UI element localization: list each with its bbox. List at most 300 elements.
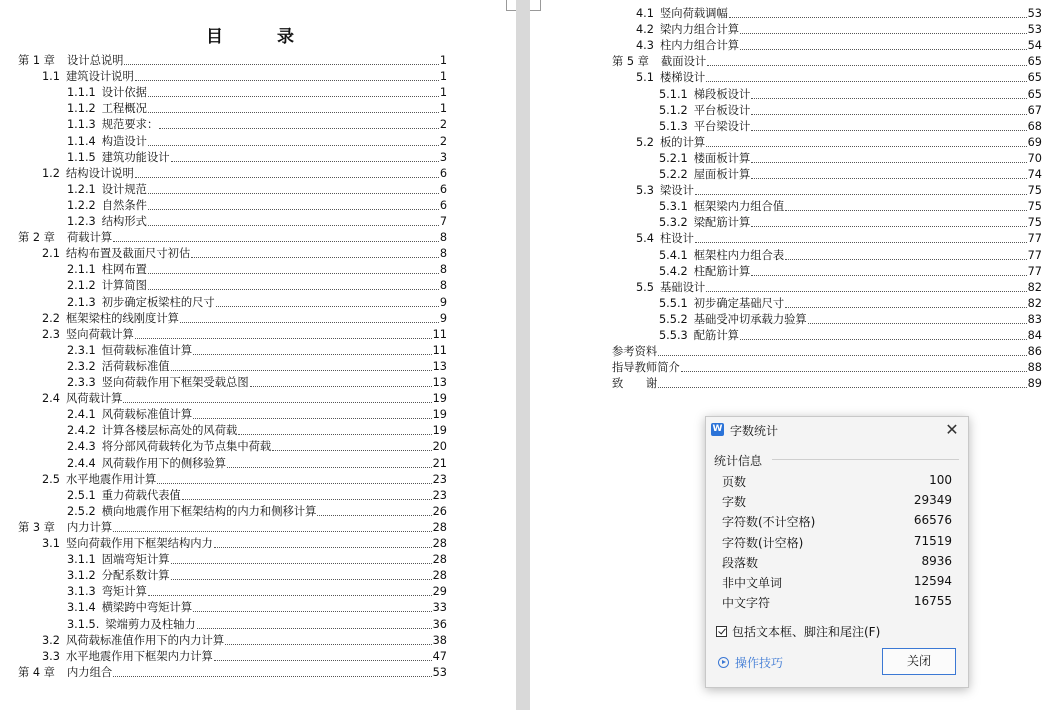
- toc-entry-page: 3: [439, 150, 447, 164]
- toc-entry-page: 28: [432, 553, 447, 567]
- toc-entry-page: 11: [432, 343, 447, 357]
- stat-label: 字符数(计空格): [722, 535, 804, 550]
- toc-entry-page: 6: [439, 198, 447, 212]
- toc-entry-text: 恒荷载标准值计算: [101, 343, 193, 357]
- dot-leader: [171, 150, 439, 162]
- toc-entry-number: 3.3: [42, 649, 60, 663]
- toc-entry-number: 4.2: [636, 23, 654, 37]
- toc-entry-text: 横梁跨中弯矩计算: [101, 601, 193, 615]
- toc-entry[interactable]: [67, 423, 447, 439]
- dot-leader: [148, 262, 439, 274]
- dot-leader: [729, 6, 1027, 18]
- toc-entry[interactable]: [636, 135, 1042, 151]
- toc-entry-page: 20: [432, 440, 447, 454]
- toc-entry-page: 26: [432, 504, 447, 518]
- page-gutter: [516, 0, 530, 710]
- toc-entry[interactable]: [42, 391, 447, 407]
- dot-leader: [113, 520, 431, 532]
- dot-leader: [238, 423, 431, 435]
- toc-entry[interactable]: [42, 633, 447, 649]
- toc-entry-text: 柱配筋计算: [693, 264, 751, 278]
- dot-leader: [658, 344, 1026, 356]
- toc-entry-page: 75: [1027, 184, 1042, 198]
- toc-entry[interactable]: [67, 456, 447, 472]
- toc-entry-page: 21: [432, 456, 447, 470]
- toc-entry-number: 2.4.3: [67, 440, 96, 454]
- toc-entry-text: 将分部风荷载转化为节点集中荷载: [101, 440, 272, 454]
- toc-entry-number: 3.2: [42, 633, 60, 647]
- toc-entry-number: 1.2: [42, 166, 60, 180]
- dot-leader: [157, 472, 431, 484]
- toc-entry-page: 82: [1027, 296, 1042, 310]
- toc-entry-text: 参考资料: [612, 345, 658, 359]
- toc-entry-page: 8: [439, 279, 447, 293]
- toc-entry[interactable]: [42, 649, 447, 665]
- toc-entry[interactable]: [67, 214, 447, 230]
- toc-entry[interactable]: [67, 584, 447, 600]
- toc-entry-text: 梁端剪力及柱轴力: [105, 617, 196, 631]
- dot-leader: [193, 407, 431, 419]
- toc-entry[interactable]: [67, 117, 447, 133]
- toc-entry[interactable]: [659, 119, 1042, 135]
- toc-entry-page: 13: [432, 376, 447, 389]
- toc-entry-page: 89: [1027, 377, 1042, 391]
- stat-row: [722, 473, 952, 491]
- toc-entry-text: 竖向荷载作用下框架结构内力: [65, 537, 213, 550]
- dot-leader: [135, 327, 432, 339]
- toc-entry[interactable]: [612, 360, 1042, 376]
- toc-entry[interactable]: [612, 376, 1042, 392]
- toc-entry-text: 风荷载计算: [65, 392, 123, 406]
- toc-entry-text: 计算各楼层标高处的风荷载: [101, 424, 238, 438]
- dialog-titlebar[interactable]: [706, 417, 968, 443]
- toc-entry[interactable]: [659, 215, 1042, 231]
- toc-entry[interactable]: [67, 504, 447, 520]
- toc-entry-text: 结构形式: [101, 215, 147, 228]
- stat-label: 字数: [722, 495, 747, 510]
- toc-entry-number: 5.5: [636, 280, 654, 294]
- toc-entry-text: 基础设计: [659, 280, 706, 294]
- toc-entry-page: 28: [432, 520, 447, 534]
- dot-leader: [250, 375, 432, 387]
- toc-entry-number: 1.1.3: [67, 118, 96, 132]
- toc-entry-number: 5.2.1: [659, 151, 688, 165]
- stat-value: 100: [929, 473, 952, 487]
- stat-label: 字符数(不计空格): [722, 515, 816, 530]
- toc-entry-number: 1.1.5: [67, 150, 96, 164]
- toc-entry-page: 9: [439, 295, 447, 309]
- toc-entry[interactable]: [659, 199, 1042, 215]
- toc-entry-page: 77: [1027, 232, 1042, 246]
- toc-entry-number: 2.4.1: [67, 408, 96, 422]
- toc-entry-number: 3.1: [42, 537, 60, 550]
- toc-entry[interactable]: [18, 53, 447, 69]
- toc-entry-text: 梁配筋计算: [693, 216, 751, 230]
- toc-entry-page: 36: [432, 617, 447, 631]
- toc-entry-text: 内力组合: [66, 665, 113, 679]
- dot-leader: [751, 119, 1026, 131]
- toc-entry-text: 框架梁内力组合值: [693, 200, 785, 214]
- toc-entry-page: 77: [1027, 264, 1042, 278]
- toc-entry-number: 2.4.4: [67, 456, 96, 470]
- page-corner-mark: [506, 0, 516, 11]
- toc-entry-text: 指导教师简介: [612, 361, 680, 375]
- toc-entry-text: 配筋计算: [693, 329, 739, 342]
- toc-entry-text: 屋面板计算: [693, 168, 751, 181]
- toc-entry-text: 荷载计算: [66, 231, 113, 245]
- toc-entry-number: 5.5.3: [659, 329, 688, 342]
- toc-entry-number: 3.1.2: [67, 569, 96, 583]
- toc-entry[interactable]: [612, 54, 1042, 70]
- toc-entry-text: 弯矩计算: [101, 585, 147, 599]
- toc-entry-page: 77: [1027, 248, 1042, 262]
- dot-leader: [225, 633, 431, 645]
- dot-leader: [191, 246, 439, 258]
- dot-leader: [707, 54, 1026, 66]
- dot-leader: [740, 22, 1027, 34]
- toc-entry-number: 2.5: [42, 472, 60, 486]
- dot-leader: [808, 312, 1027, 324]
- toc-entry-page: 1: [439, 102, 447, 116]
- toc-entry[interactable]: [42, 472, 447, 488]
- toc-entry-page: 23: [432, 488, 447, 502]
- toc-entry-number: 1.2.3: [67, 215, 96, 228]
- toc-entry-number: 1.1.2: [67, 102, 96, 116]
- toc-entry-number: 1.1.4: [67, 134, 96, 148]
- dot-leader: [706, 70, 1026, 82]
- toc-entry-number: 2.3.1: [67, 343, 96, 357]
- toc-entry-page: 38: [432, 633, 447, 647]
- dialog-title: 字数统计: [730, 424, 779, 438]
- toc-entry-text: 梁设计: [659, 184, 694, 198]
- toc-entry-page: 29: [432, 585, 447, 599]
- stat-row: [722, 513, 952, 531]
- toc-entry-text: 设计规范: [101, 182, 147, 196]
- toc-entry[interactable]: [42, 246, 447, 262]
- include-textbox-footnote-option[interactable]: [716, 623, 880, 640]
- stat-value: 71519: [913, 533, 952, 548]
- dot-leader: [751, 151, 1026, 163]
- stat-row: [722, 493, 952, 511]
- toc-entry-number: 4.3: [636, 39, 654, 53]
- toc-entry[interactable]: [67, 150, 447, 166]
- toc-entry-number: 2.3.3: [67, 376, 96, 389]
- stat-label: 中文字符: [722, 596, 771, 611]
- toc-entry-page: 33: [432, 601, 447, 615]
- toc-entry-page: 1: [439, 54, 447, 67]
- toc-entry[interactable]: [42, 536, 447, 552]
- toc-entry-page: 86: [1027, 345, 1042, 359]
- dot-leader: [751, 264, 1026, 276]
- stat-value: 16755: [913, 594, 952, 609]
- dot-leader: [751, 215, 1026, 227]
- toc-entry-text: 梁内力组合计算: [659, 23, 740, 37]
- toc-entry-number: 3.1.4: [67, 601, 96, 615]
- toc-entry[interactable]: [67, 101, 447, 117]
- dot-leader: [317, 504, 431, 516]
- toc-entry-page: 75: [1027, 216, 1042, 230]
- dot-leader: [214, 536, 432, 548]
- toc-entry-page: 19: [432, 424, 447, 438]
- toc-entry[interactable]: [42, 327, 447, 343]
- dot-leader: [148, 198, 439, 210]
- play-circle-icon: [718, 657, 729, 668]
- dot-leader: [216, 295, 439, 307]
- toc-entry-page: 84: [1027, 329, 1042, 342]
- toc-entry-number: 5.1.1: [659, 87, 688, 101]
- dot-leader: [148, 278, 439, 290]
- toc-entry-number: 3.1.3: [67, 585, 96, 599]
- toc-entry-number: 5.5.1: [659, 296, 688, 310]
- toc-entry-number: 第 2 章: [18, 231, 55, 245]
- dot-leader: [135, 69, 439, 81]
- toc-entry[interactable]: [636, 231, 1042, 247]
- toc-entry-text: 内力计算: [66, 520, 113, 534]
- toc-entry[interactable]: [659, 151, 1042, 167]
- toc-entry-number: 5.1: [636, 71, 654, 85]
- toc-entry-number: 5.2: [636, 135, 654, 149]
- toc-entry-number: 1.1: [42, 70, 60, 84]
- toc-entry[interactable]: [67, 85, 447, 101]
- toc-entry-number: 第 4 章: [18, 665, 55, 679]
- dot-leader: [135, 166, 439, 178]
- toc-entry-number: 5.3: [636, 184, 654, 198]
- toc-entry-text: 竖向荷载作用下框架受载总图: [101, 376, 249, 389]
- dot-leader: [193, 600, 431, 612]
- toc-entry[interactable]: [67, 262, 447, 278]
- dot-leader: [159, 117, 439, 129]
- dot-leader: [148, 584, 432, 596]
- toc-entry[interactable]: [636, 183, 1042, 199]
- toc-entry-page: 65: [1027, 71, 1042, 85]
- toc-entry-page: 6: [439, 166, 447, 180]
- toc-entry[interactable]: [659, 103, 1042, 119]
- toc-entry-page: 11: [432, 327, 447, 341]
- toc-entry-text: 分配系数计算: [101, 569, 170, 583]
- dot-leader: [272, 439, 431, 451]
- dot-leader: [123, 391, 431, 403]
- toc-entry-number: 第 5 章: [612, 55, 649, 69]
- toc-entry-page: 2: [439, 118, 447, 132]
- dot-leader: [197, 617, 432, 629]
- toc-entry-text: 计算简图: [101, 279, 147, 293]
- toc-entry-page: 75: [1027, 200, 1042, 214]
- toc-entry-page: 47: [432, 649, 447, 663]
- toc-entry-page: 23: [432, 472, 447, 486]
- toc-entry-text: 致 谢: [612, 377, 658, 391]
- toc-entry-page: 53: [1027, 7, 1042, 20]
- include-checkbox-label: 包括文本框、脚注和尾注(F): [732, 625, 881, 639]
- include-checkbox[interactable]: [716, 626, 727, 637]
- dot-leader: [740, 38, 1027, 50]
- toc-entry[interactable]: [67, 439, 447, 455]
- toc-entry-number: 3.1.5.: [67, 617, 100, 631]
- toc-entry[interactable]: [67, 359, 447, 375]
- toc-entry[interactable]: [18, 665, 447, 681]
- toc-entry[interactable]: [67, 617, 447, 633]
- toc-entry-number: 5.5.2: [659, 312, 688, 326]
- toc-entry-text: 构造设计: [101, 134, 147, 148]
- toc-entry-text: 工程概况: [101, 102, 147, 116]
- word-count-dialog: [705, 416, 969, 688]
- toc-entry-text: 风荷载标准值作用下的内力计算: [65, 633, 225, 647]
- toc-entry-page: 53: [432, 665, 447, 679]
- toc-entry-text: 设计依据: [101, 86, 147, 100]
- toc-entry-number: 2.5.2: [67, 504, 96, 518]
- toc-entry-text: 设计总说明: [66, 54, 124, 67]
- toc-entry-text: 柱内力组合计算: [659, 39, 740, 53]
- toc-entry[interactable]: [18, 230, 447, 246]
- toc-entry-number: 1.2.1: [67, 182, 96, 196]
- stat-row: [722, 574, 952, 592]
- toc-entry-number: 2.1.1: [67, 263, 96, 277]
- dot-leader: [785, 296, 1026, 308]
- toc-entry-number: 5.1.2: [659, 103, 688, 117]
- toc-entry-page: 70: [1027, 151, 1042, 165]
- toc-entry-text: 风荷载标准值计算: [101, 408, 193, 422]
- toc-entry[interactable]: [67, 552, 447, 568]
- toc-entry-text: 结构布置及截面尺寸初估: [65, 247, 191, 261]
- dot-leader: [193, 343, 431, 355]
- toc-entry-text: 结构设计说明: [65, 166, 134, 180]
- toc-title: 目 录: [206, 27, 318, 47]
- toc-entry-text: 框架梁柱的线刚度计算: [65, 311, 179, 325]
- toc-entry-number: 2.2: [42, 311, 60, 325]
- toc-entry[interactable]: [67, 182, 447, 198]
- toc-entry-text: 柱网布置: [101, 263, 147, 277]
- toc-entry[interactable]: [659, 312, 1042, 328]
- toc-entry-page: 1: [439, 86, 447, 100]
- toc-entry-text: 规范要求：: [101, 118, 159, 132]
- dot-leader: [751, 103, 1026, 115]
- toc-entry-text: 活荷载标准值: [101, 359, 170, 373]
- page-corner-mark: [530, 0, 541, 11]
- toc-entry[interactable]: [636, 6, 1042, 22]
- toc-entry-page: 13: [432, 359, 447, 373]
- toc-entry-page: 88: [1027, 361, 1042, 375]
- stat-label: 段落数: [722, 555, 759, 570]
- toc-entry-text: 横向地震作用下框架结构的内力和侧移计算: [101, 504, 317, 518]
- dot-leader: [227, 456, 432, 468]
- tips-label: 操作技巧: [735, 656, 784, 670]
- stats-section-header: 统计信息: [714, 454, 763, 468]
- toc-entry-page: 19: [432, 392, 447, 406]
- dot-leader: [182, 488, 432, 500]
- dot-leader: [706, 280, 1026, 292]
- toc-entry[interactable]: [67, 375, 447, 391]
- stat-row: [722, 554, 952, 572]
- dot-leader: [171, 359, 432, 371]
- dot-leader: [695, 183, 1027, 195]
- toc-entry[interactable]: [659, 296, 1042, 312]
- stat-row: [722, 534, 952, 552]
- toc-entry[interactable]: [67, 568, 447, 584]
- close-button[interactable]: 关闭: [882, 648, 956, 675]
- toc-entry[interactable]: [612, 344, 1042, 360]
- toc-entry[interactable]: [42, 166, 447, 182]
- toc-entry-text: 楼梯设计: [659, 71, 706, 85]
- toc-entry-text: 竖向荷载计算: [65, 327, 134, 341]
- toc-entry-number: 2.4: [42, 392, 60, 406]
- dot-leader: [785, 248, 1026, 260]
- toc-entry[interactable]: [636, 70, 1042, 86]
- toc-entry-page: 19: [432, 408, 447, 422]
- toc-entry-number: 5.4.2: [659, 264, 688, 278]
- tips-link[interactable]: [718, 654, 783, 671]
- toc-entry-number: 2.1.2: [67, 279, 96, 293]
- toc-entry-number: 5.2.2: [659, 168, 688, 181]
- dot-leader: [706, 135, 1026, 147]
- toc-entry[interactable]: [659, 167, 1042, 183]
- toc-entry-page: 1: [439, 70, 447, 84]
- toc-entry[interactable]: [67, 600, 447, 616]
- toc-entry-number: 4.1: [636, 7, 654, 20]
- toc-entry[interactable]: [67, 198, 447, 214]
- toc-entry[interactable]: [67, 488, 447, 504]
- toc-entry-number: 2.4.2: [67, 424, 96, 438]
- stat-value: 12594: [913, 574, 952, 588]
- close-icon[interactable]: ✕: [945, 420, 959, 439]
- toc-entry[interactable]: [67, 278, 447, 294]
- dot-leader: [148, 101, 439, 113]
- toc-entry-page: 69: [1027, 135, 1042, 149]
- toc-entry[interactable]: [636, 22, 1042, 38]
- toc-entry[interactable]: [636, 280, 1042, 296]
- toc-entry-text: 重力荷载代表值: [101, 488, 181, 502]
- toc-entry[interactable]: [659, 328, 1042, 344]
- dot-leader: [180, 311, 439, 323]
- dot-leader: [171, 568, 432, 580]
- section-divider: [772, 459, 959, 460]
- toc-entry-page: 68: [1027, 119, 1042, 133]
- toc-entry-page: 28: [432, 537, 447, 550]
- toc-entry-text: 固端弯矩计算: [101, 553, 170, 567]
- toc-entry-text: 框架柱内力组合表: [693, 248, 785, 262]
- toc-entry[interactable]: [659, 264, 1042, 280]
- toc-entry[interactable]: [659, 248, 1042, 264]
- toc-entry-text: 竖向荷载调幅: [659, 7, 728, 20]
- toc-entry[interactable]: [659, 87, 1042, 103]
- toc-entry[interactable]: [18, 520, 447, 536]
- toc-entry[interactable]: [67, 407, 447, 423]
- toc-entry-page: 74: [1027, 168, 1042, 181]
- toc-entry-page: 54: [1027, 39, 1042, 53]
- toc-entry-text: 建筑设计说明: [65, 70, 134, 84]
- toc-entry-number: 5.4: [636, 232, 654, 246]
- dot-leader: [113, 230, 439, 242]
- toc-entry[interactable]: [67, 343, 447, 359]
- toc-entry[interactable]: [42, 69, 447, 85]
- toc-entry-number: 1.2.2: [67, 198, 96, 212]
- toc-entry-text: 建筑功能设计: [101, 150, 170, 164]
- toc-entry-number: 2.3: [42, 327, 60, 341]
- toc-entry-number: 第 3 章: [18, 520, 55, 534]
- dot-leader: [681, 360, 1027, 372]
- toc-entry[interactable]: [67, 134, 447, 150]
- toc-entry-number: 3.1.1: [67, 553, 96, 567]
- stat-label: 非中文单词: [722, 576, 783, 590]
- toc-entry[interactable]: [636, 38, 1042, 54]
- toc-entry-page: 8: [439, 263, 447, 277]
- toc-entry-text: 初步确定板梁柱的尺寸: [101, 295, 215, 309]
- dot-leader: [171, 552, 432, 564]
- dot-leader: [148, 134, 439, 146]
- toc-entry[interactable]: [42, 311, 447, 327]
- toc-entry[interactable]: [67, 295, 447, 311]
- toc-entry-number: 5.3.1: [659, 200, 688, 214]
- toc-entry-page: 9: [439, 311, 447, 325]
- toc-entry-page: 65: [1027, 55, 1042, 69]
